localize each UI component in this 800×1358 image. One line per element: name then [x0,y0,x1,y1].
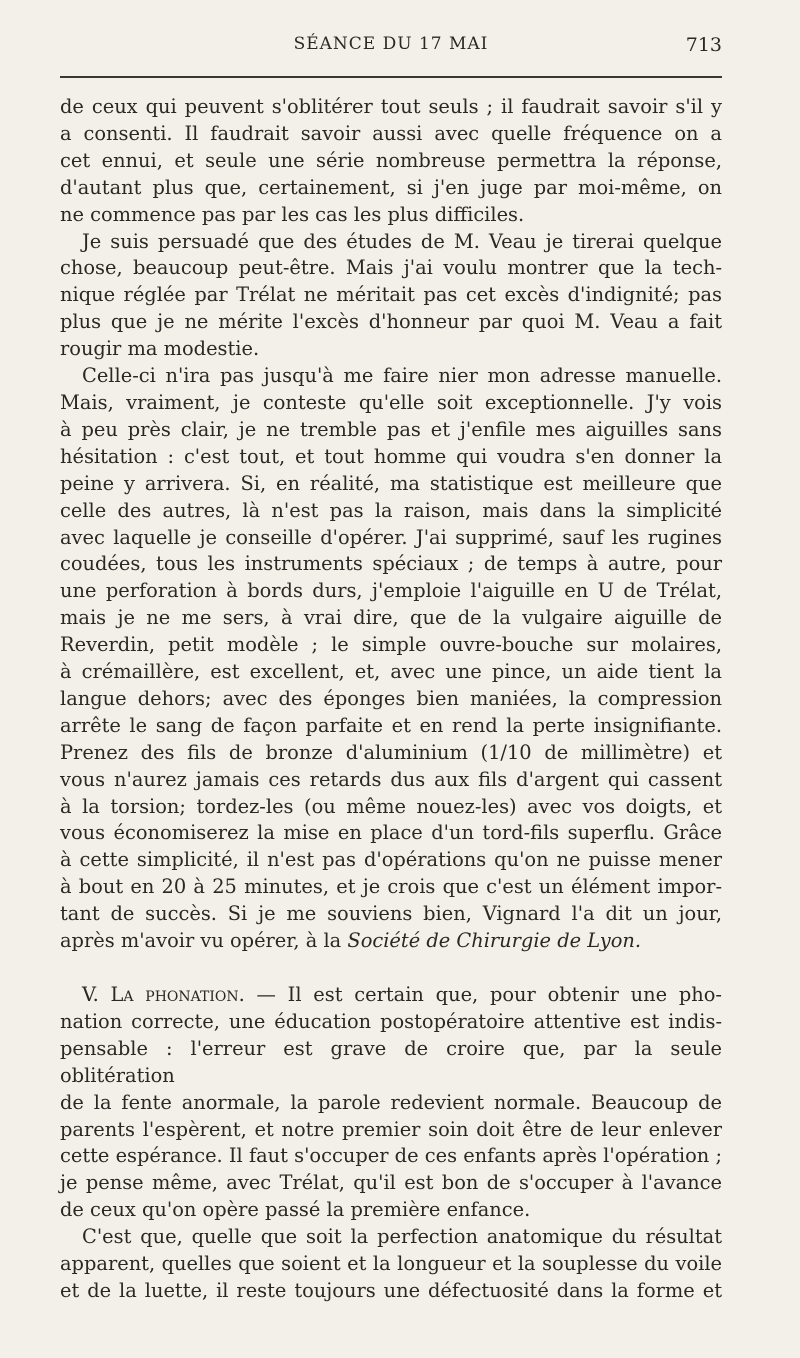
body-text [60,94,722,1305]
section-heading: V. La phonation. [82,983,245,1006]
text-line: de ceux qu'on opère passé la première enfance. [60,1198,531,1222]
text-line: plus que je ne mérite l'excès d'honneur par quoi M. Veau a fait [60,310,722,334]
text-line: langue dehors; avec des éponges bien maniées, la compression [60,686,722,710]
text-run: après m'avoir vu opérer, à la [60,929,348,953]
text-line: à peu près clair, je ne tremble pas et j'enfile mes aiguilles sans [60,417,722,441]
text-line: de ceux qui peuvent s'oblitérer tout seuls ; il faudrait savoir s'il y [60,95,722,118]
text-line: hésitation : c'est tout, et tout homme qui voudra s'en donner la [60,444,722,468]
text-line: avec laquelle je conseille d'opérer. J'ai supprimé, sauf les rugines [60,525,722,549]
text-line: vous n'aurez jamais ces retards dus aux fils d'argent qui cassent [60,767,722,791]
text-line: cet ennui, et seule une série nombreuse permettra la réponse, [60,148,722,172]
text-line: chose, beaucoup peut-être. Mais j'ai voulu montrer que la tech- [60,256,722,280]
text-line: je pense même, avec Trélat, qu'il est bon de s'occuper à l'avance [60,1171,722,1195]
text-line: tant de succès. Si je me souviens bien, Vignard l'a dit un jour, [60,902,722,926]
text-line: de la fente anormale, la parole redevient normale. Beaucoup de [60,1090,722,1114]
running-head: SÉANCE DU 17 MAI [293,34,489,54]
text-line: vous économiserez la mise en place d'un tord-fils superflu. Grâce [60,821,722,845]
text-run: — Il est certain que, pour obtenir une pho- [244,983,722,1006]
text-line: rougir ma modestie. [60,337,260,361]
text-line: pensable : l'erreur est grave de croire que, par la seule oblitération [60,1036,722,1087]
text-line [60,982,722,1009]
text-line: parents l'espèrent, et notre premier soin doit être de leur enlever [60,1117,722,1141]
text-line: coudées, tous les instruments spéciaux ; de temps à autre, pour [60,552,722,576]
journal-citation: Société de Chirurgie de Lyon. [347,929,642,953]
text-line: ne commence pas par les cas les plus difficiles. [60,202,525,226]
text-line: Reverdin, petit modèle ; le simple ouvre-bouche sur molaires, [60,633,722,657]
text-line: mais je ne me sers, à vrai dire, que de la vulgaire aiguille de [60,606,722,630]
text-line: une perforation à bords durs, j'emploie l'aiguille en U de Trélat, [60,579,722,603]
text-line: d'autant plus que, certainement, si j'en juge par moi-même, on [60,175,722,199]
text-line: celle des autres, là n'est pas la raison, mais dans la simplicité [60,498,722,522]
text-line: à la torsion; tordez-les (ou même nouez-les) avec vos doigts, et [60,794,722,818]
text-line: Prenez des fils de bronze d'aluminium (1/10 de millimètre) et [60,740,722,764]
text-line: à crémaillère, est excellent, et, avec une pince, un aide tient la [60,660,722,684]
text-line: cette espérance. Il faut s'occuper de ces enfants après l'opération ; [60,1144,722,1168]
text-line: arrête le sang de façon parfaite et en rend la perte insignifiante. [60,713,722,737]
text-line: et de la luette, il reste toujours une défectuosité dans la forme et [60,1278,722,1302]
text-line: a consenti. Il faudrait savoir aussi avec quelle fréquence on a [60,121,722,145]
text-line: apparent, quelles que soient et la longueur et la souplesse du voile [60,1252,722,1276]
text-line: Je suis persuadé que des études de M. Veau je tirerai quelque [82,229,722,253]
text-line: Mais, vraiment, je conteste qu'elle soit exceptionnelle. J'y vois [60,390,722,414]
text-line: C'est que, quelle que soit la perfection anatomique du résultat [82,1225,722,1249]
page-number: 713 [685,34,722,56]
page-header [60,34,722,60]
text-line: nique réglée par Trélat ne méritait pas cet excès d'indignité; pas [60,283,722,307]
text-line: nation correcte, une éducation postopératoire attentive est indis- [60,1009,722,1033]
text-line: peine y arrivera. Si, en réalité, ma statistique est meilleure que [60,471,722,495]
text-line [60,928,722,955]
header-rule [60,76,722,78]
text-line: Celle-ci n'ira pas jusqu'à me faire nier mon adresse manuelle. [82,364,722,388]
text-line: à bout en 20 à 25 minutes, et je crois que c'est un élément impor- [60,875,722,899]
text-line: à cette simplicité, il n'est pas d'opérations qu'on ne puisse mener [60,848,722,872]
